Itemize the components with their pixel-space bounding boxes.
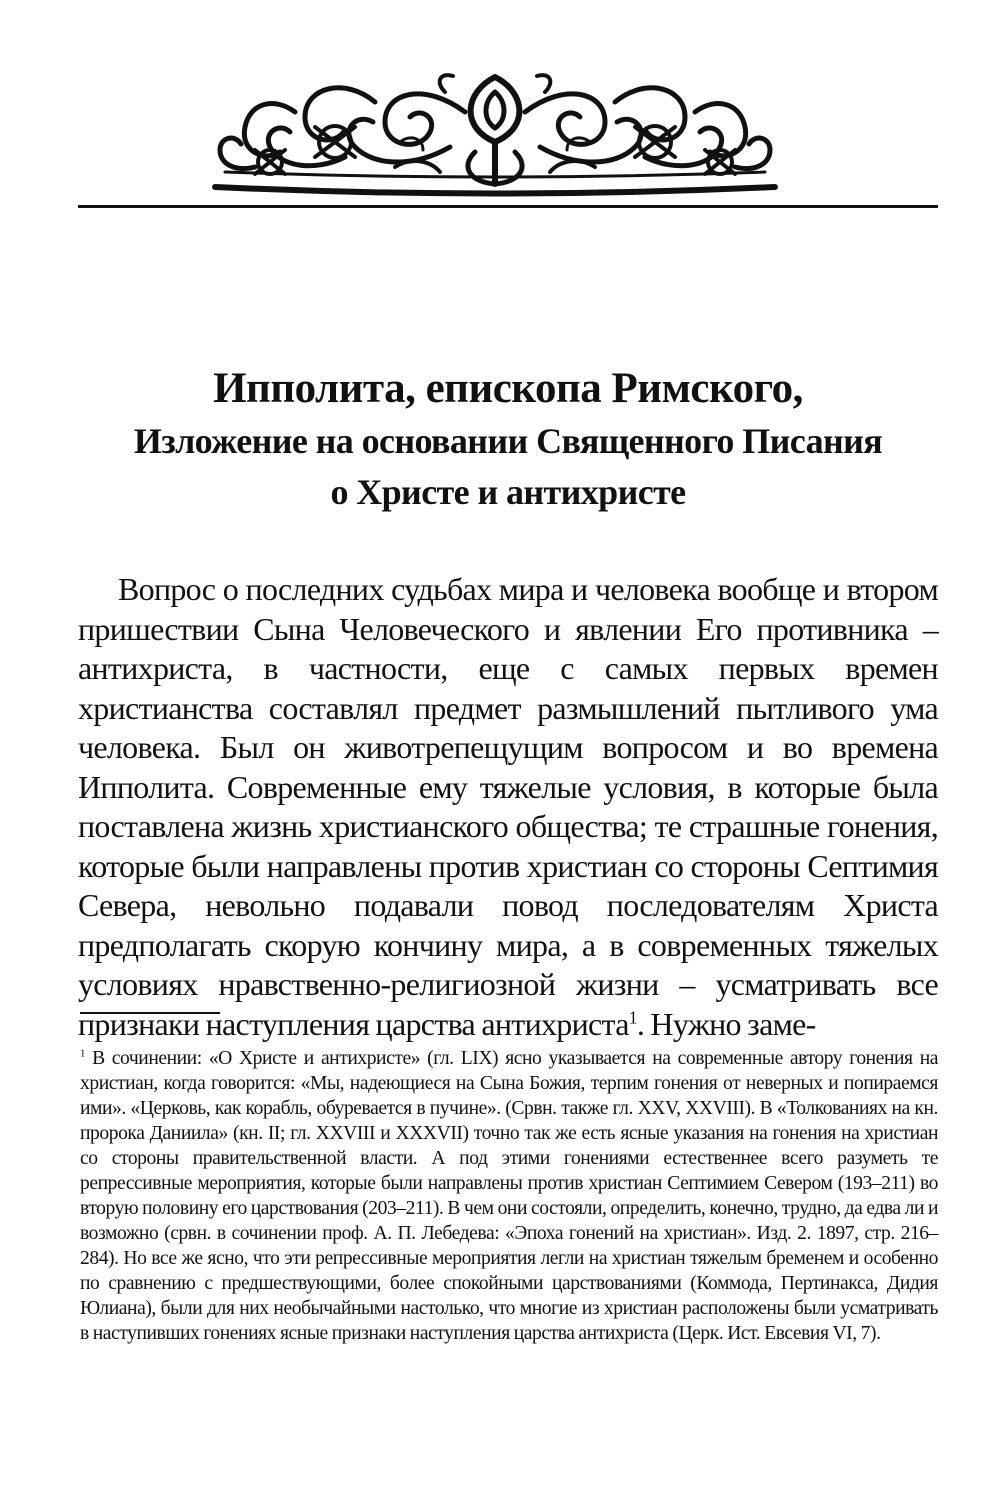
chapter-title (78, 362, 938, 518)
footnote-divider-rule (80, 1012, 220, 1014)
footnote-text: В сочинении: «О Христе и антихристе» (гл. LIX) ясно указывается на современные автору гонения на христиан, когда говорится: «Мы, надеющиеся на Сына Божия, терпим гонения от неверных и попираемся ими». «Церковь, как корабль, обуревается в пучине». (Срвн. также гл. XXV, XXVIII). В «Толкованиях на кн. пророка Даниила» (кн. II; гл. XXVIII и XXXVII) точно так же есть ясные указания на гонения на христиан со стороны правительственной власти. А под этими гонениями естественнее всего разуметь те репрессивные мероприятия, которые были направлены против христиан Септимием Севером (193–211) во вторую половину его царствования (203–211). В чем они состояли, определить, конечно, трудно, да едва ли и возможно (срвн. в сочинении проф. А. П. Лебедева: «Эпоха гонений на христиан». Изд. 2. 1897, стр. 216–284). Но все же ясно, что эти репрессивные мероприятия легли на христиан тяжелым бременем и особенно по сравнению с предшествующими, более спокойными царствованиями (Коммода, Пертинакса, Дидия Юлиана), были для них необычайными настолько, что многие из христиан расположены были усматривать в наступивших гонениях ясные признаки наступления царства антихриста (Церк. Ист. Евсевия VI, 7). (80, 1047, 938, 1344)
main-paragraph-continuation: . Нужно заме- (636, 1005, 816, 1042)
title-line-work: Изложение на основании Священного Писания (133, 421, 883, 461)
interlace-headpiece-ornament-icon (195, 72, 795, 202)
title-line-subject: о Христе и антихристе (330, 472, 686, 512)
footnote-reference[interactable]: 1 (628, 1006, 637, 1027)
main-paragraph (78, 570, 938, 1044)
title-line-author: Ипполита, епископа Римского, (213, 365, 803, 412)
footnote-number: 1 (80, 1047, 85, 1060)
header-divider-rule (78, 205, 938, 208)
footnote (80, 1046, 938, 1346)
main-paragraph-text: Вопрос о последних судьбах мира и человека вообще и втором пришествии Сына Человеческого и явлении Его противника – антихриста, в частности, еще с самых первых времен христианства составлял предмет размышлений пытливого ума человека. Был он животрепещущим вопросом и во времена Ипполита. Современные ему тяжелые условия, в которые была поставлена жизнь христианского общества; те страшные гонения, которые были направлены против христиан со стороны Септимия Севера, невольно подавали повод последователям Христа предполагать скорую кончину мира, а в современных тяжелых условиях нравственно-религиозной жизни – усматривать все признаки наступления царства антихриста (78, 571, 938, 1042)
